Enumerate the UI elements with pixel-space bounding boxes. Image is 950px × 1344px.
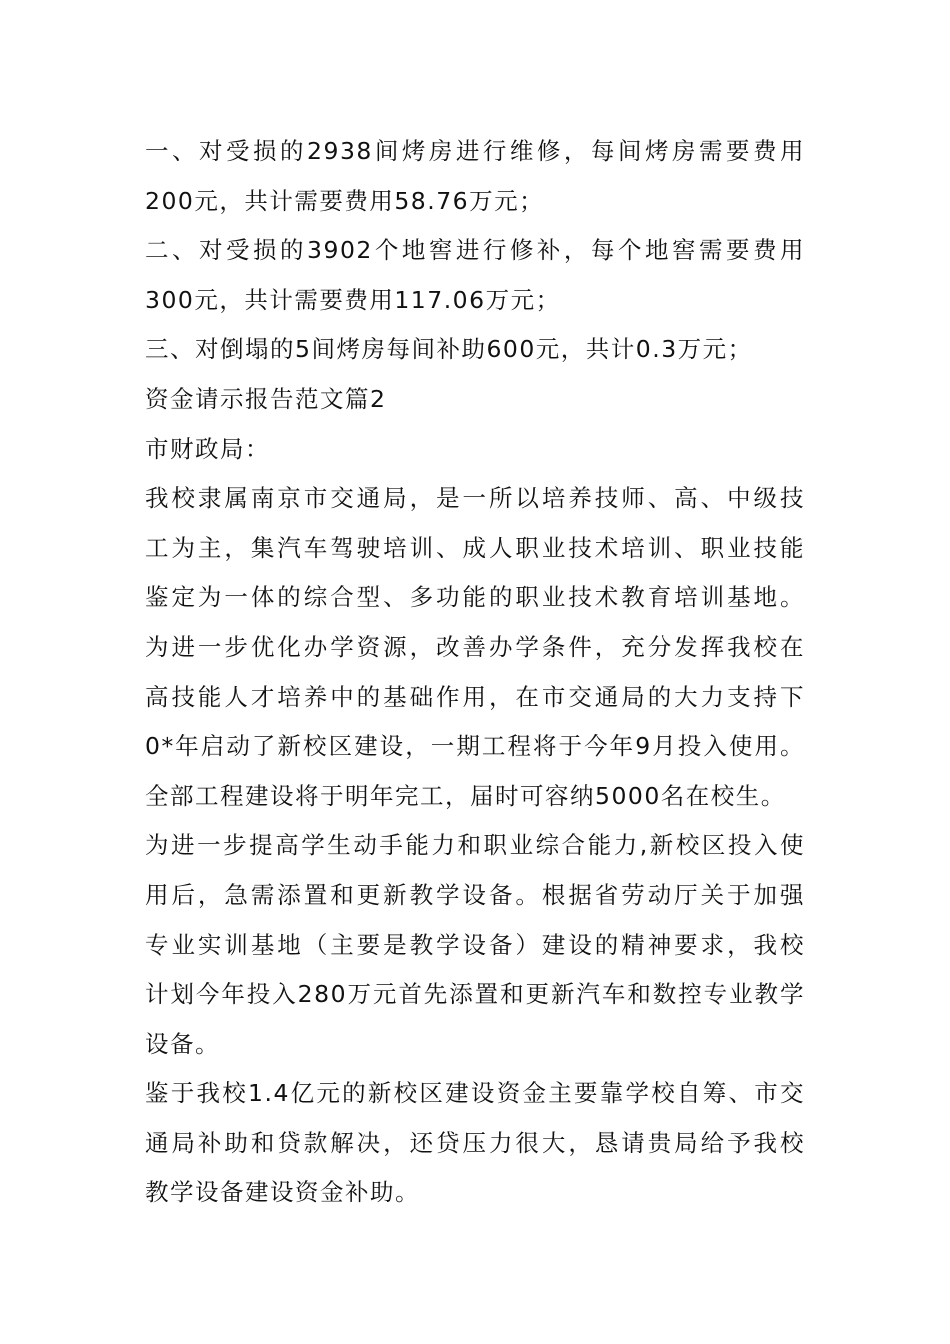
text-line: 一、对受损的2938间烤房进行维修，每间烤房需要费用 (145, 137, 805, 165)
paragraph (145, 127, 805, 226)
document-body (145, 127, 805, 1218)
paragraph (145, 425, 805, 475)
text-line: 通局补助和贷款解决，还贷压力很大，恳请贵局给予我校 (145, 1128, 805, 1157)
text-line: 为进一步提高学生动手能力和职业综合能力,新校区投入使 (145, 831, 805, 860)
paragraph (145, 325, 805, 375)
text-line: 300元，共计需要费用117.06万元； (145, 285, 561, 314)
paragraph (145, 821, 805, 1069)
text-line: 三、对倒塌的5间烤房每间补助600元，共计0.3万元； (145, 335, 753, 364)
text-line: 计划今年投入280万元首先添置和更新汽车和数控专业教学 (145, 980, 805, 1009)
text-line: 我校隶属南京市交通局，是一所以培养技师、高、中级技 (145, 484, 805, 513)
paragraph (145, 474, 805, 821)
text-line: 全部工程建设将于明年完工，届时可容纳5000名在校生。 (145, 781, 786, 810)
text-line: 市财政局： (145, 434, 270, 463)
text-line: 设备。 (145, 1029, 220, 1058)
text-line: 资金请示报告范文篇2 (145, 384, 387, 413)
text-line: 鉴定为一体的综合型、多功能的职业技术教育培训基地。 (145, 583, 805, 612)
text-line: 200元，共计需要费用58.76万元； (145, 186, 545, 215)
paragraph (145, 375, 805, 425)
text-line: 0*年启动了新校区建设，一期工程将于今年9月投入使用。 (145, 732, 805, 761)
text-line: 专业实训基地（主要是教学设备）建设的精神要求，我校 (145, 930, 805, 959)
text-line: 为进一步优化办学资源，改善办学条件，充分发挥我校在 (145, 632, 805, 661)
paragraph (145, 226, 805, 325)
text-line: 高技能人才培养中的基础作用，在市交通局的大力支持下 (145, 682, 805, 711)
text-line: 工为主，集汽车驾驶培训、成人职业技术培训、职业技能 (145, 533, 805, 562)
text-line: 鉴于我校1.4亿元的新校区建设资金主要靠学校自筹、市交 (145, 1079, 805, 1108)
text-line: 二、对受损的3902个地窖进行修补，每个地窖需要费用 (145, 236, 805, 265)
paragraph (145, 1069, 805, 1218)
text-line: 用后，急需添置和更新教学设备。根据省劳动厅关于加强 (145, 880, 805, 909)
text-line: 教学设备建设资金补助。 (145, 1178, 420, 1207)
